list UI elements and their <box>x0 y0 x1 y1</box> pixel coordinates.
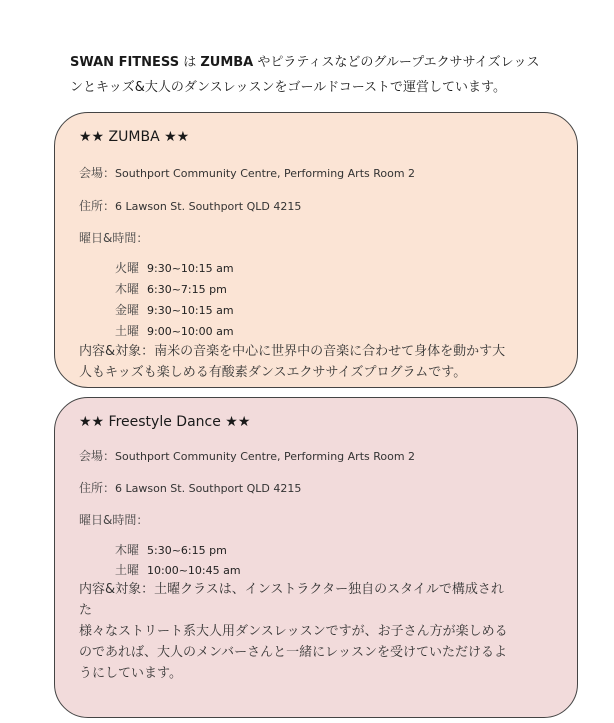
freestyle-schedule-row <box>115 541 227 558</box>
zumba-schedule-row <box>115 280 227 297</box>
zumba-description <box>79 341 564 383</box>
description-line: 様々なストリート系大人用ダンスレッスンですが、お子さん方が楽しめる <box>79 624 508 639</box>
freestyle-schedule-label <box>79 511 148 528</box>
description-line: た <box>79 603 93 618</box>
schedule-time: 9:00~10:00 am <box>147 325 234 338</box>
freestyle-address-row <box>79 479 301 496</box>
venue-value: Southport Community Centre, Performing Arts Room 2 <box>115 167 416 180</box>
schedule-day: 火曜 <box>115 261 140 275</box>
freestyle-schedule-row <box>115 561 241 578</box>
zumba-brand: ZUMBA <box>200 55 254 70</box>
intro-line-1 <box>70 50 570 75</box>
schedule-day: 土曜 <box>115 324 140 338</box>
freestyle-description <box>79 579 564 684</box>
venue-label: 会場： <box>79 449 116 463</box>
schedule-day: 金曜 <box>115 303 140 317</box>
intro-text-b: やピラティスなどのグループエクササイズレッス <box>253 55 540 70</box>
venue-label: 会場： <box>79 166 116 180</box>
schedule-time: 10:00~10:45 am <box>147 564 241 577</box>
intro-text-a: は <box>179 55 201 70</box>
zumba-schedule-row <box>115 322 234 339</box>
schedule-day: 土曜 <box>115 563 140 577</box>
schedule-time: 9:30~10:15 am <box>147 304 234 317</box>
schedule-time: 5:30~6:15 pm <box>147 544 227 557</box>
description-line: 人もキッズも楽しめる有酸素ダンスエクササイズプログラムです。 <box>79 365 467 380</box>
intro-line-2: ンとキッズ&大人のダンスレッスンをゴールドコーストで運営しています。 <box>70 80 507 95</box>
description-line: 内容&対象：南米の音楽を中心に世界中の音楽に合わせて身体を動かす大 <box>79 344 506 359</box>
zumba-schedule-row <box>115 259 234 276</box>
zumba-venue-row <box>79 164 415 181</box>
description-line: 内容&対象：土曜クラスは、インストラクター独自のスタイルで構成され <box>79 582 504 597</box>
description-line: うにしています。 <box>79 666 182 681</box>
zumba-schedule-row <box>115 301 234 318</box>
address-value: 6 Lawson St. Southport QLD 4215 <box>115 200 302 213</box>
address-label: 住所： <box>79 481 116 495</box>
intro-paragraph <box>70 50 570 100</box>
description-line: のであれば、大人のメンバーさんと一緒にレッスンを受けていただけるよ <box>79 645 507 660</box>
schedule-day: 木曜 <box>115 282 140 296</box>
zumba-card <box>54 112 578 388</box>
freestyle-card <box>54 397 578 718</box>
zumba-schedule-label <box>79 229 148 246</box>
schedule-label-text: 曜日&時間： <box>79 231 149 245</box>
freestyle-title: ★★ Freestyle Dance ★★ <box>79 414 251 430</box>
schedule-label-text: 曜日&時間： <box>79 513 149 527</box>
brand-name: SWAN FITNESS <box>70 55 180 70</box>
freestyle-venue-row <box>79 447 415 464</box>
schedule-day: 木曜 <box>115 543 140 557</box>
zumba-address-row <box>79 197 301 214</box>
venue-value: Southport Community Centre, Performing Arts Room 2 <box>115 450 416 463</box>
address-label: 住所： <box>79 199 116 213</box>
schedule-time: 6:30~7:15 pm <box>147 283 227 296</box>
zumba-title: ★★ ZUMBA ★★ <box>79 129 190 145</box>
schedule-time: 9:30~10:15 am <box>147 262 234 275</box>
address-value: 6 Lawson St. Southport QLD 4215 <box>115 482 302 495</box>
